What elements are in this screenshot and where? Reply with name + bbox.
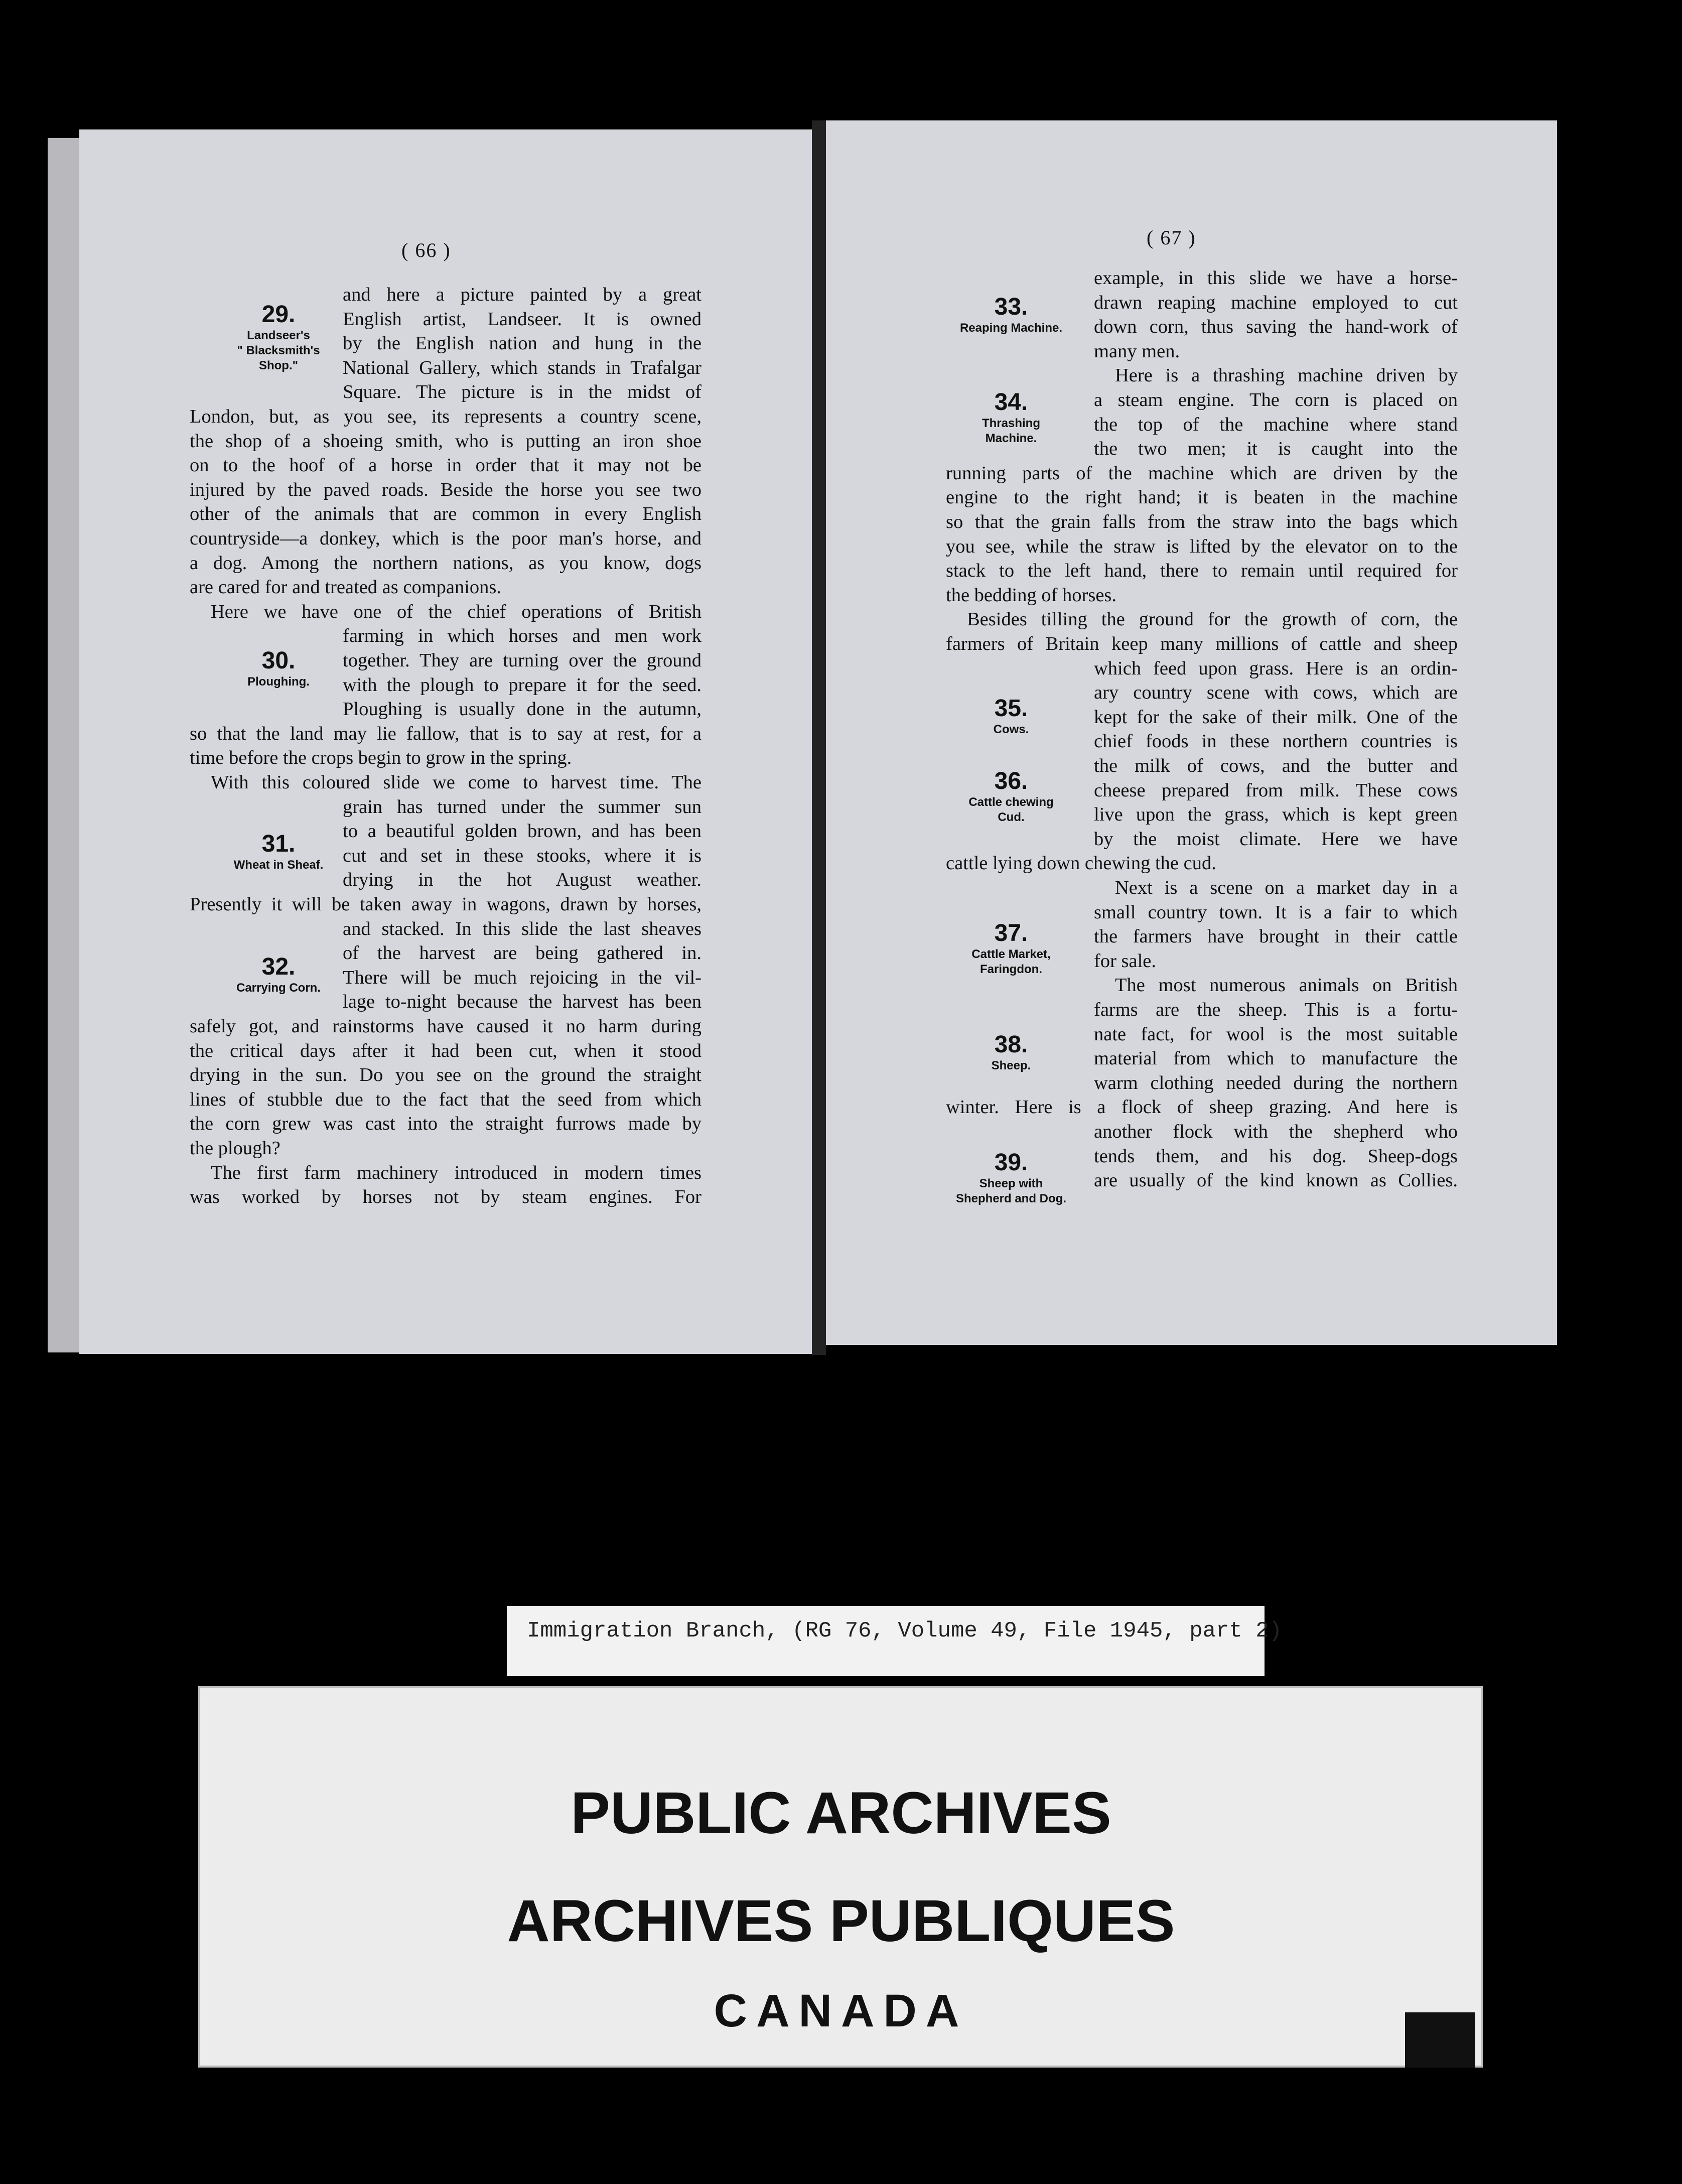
text-line: time before the crops begin to grow in the spring. <box>190 747 572 769</box>
text-line: of the harvest are being gathered in. <box>343 942 702 964</box>
text-line: material from which to manufacture the <box>1094 1048 1458 1069</box>
text-line: There will be much rejoicing in the vil- <box>343 967 702 988</box>
text-line: the farmers have brought in their cattle <box>1094 926 1458 947</box>
text-line: with the plough to prepare it for the seed. <box>343 674 702 696</box>
archive-country: CANADA <box>714 1985 968 2036</box>
text-line: injured by the paved roads. Beside the horse you see two <box>190 479 702 500</box>
margin-heading <box>943 695 1079 737</box>
slide-number: 33. <box>994 294 1028 320</box>
text-line: the shop of a shoeing smith, who is putting an iron shoe <box>190 430 702 452</box>
text-line: a steam engine. The corn is placed on <box>1094 389 1458 411</box>
text-line: farms are the sheep. This is a fortu- <box>1094 999 1458 1020</box>
text-line: by the moist climate. Here we have <box>1094 828 1458 850</box>
margin-heading <box>943 389 1079 446</box>
slide-number: 31. <box>261 831 296 857</box>
text-line: countryside—a donkey, which is the poor man's horse, and <box>190 528 702 549</box>
text-line: drawn reaping machine employed to cut <box>1094 292 1458 313</box>
slide-number: 30. <box>261 647 296 674</box>
text-line: so that the land may lie fallow, that is to say at rest, for a <box>190 723 702 744</box>
text-line: the milk of cows, and the butter and <box>1094 755 1458 776</box>
text-line: engine to the right hand; it is beaten in the machine <box>946 487 1458 508</box>
text-line: the two men; it is caught into the <box>1094 438 1458 460</box>
text-line: running parts of the machine which are driven by the <box>946 462 1458 484</box>
text-line: are cared for and treated as companions. <box>190 577 502 598</box>
slide-caption: Cattle Market, Faringdon. <box>971 947 1051 976</box>
slide-caption: Landseer's " Blacksmith's Shop." <box>237 329 320 372</box>
slide-caption: Thrashing Machine. <box>982 417 1040 445</box>
text-line: for sale. <box>1094 950 1156 972</box>
text-line: London, but, as you see, its represents a country scene, <box>190 406 702 427</box>
text-line: grain has turned under the summer sun <box>343 796 702 817</box>
text-line: you see, while the straw is lifted by the elevator on to the <box>946 535 1458 557</box>
text-line: The first farm machinery introduced in modern times <box>211 1162 702 1183</box>
text-line: National Gallery, which stands in Trafalgar <box>343 357 702 378</box>
text-line: many men. <box>1094 340 1180 362</box>
archive-title-fr: ARCHIVES PUBLIQUES <box>507 1888 1175 1954</box>
margin-heading <box>211 647 346 690</box>
slide-number: 35. <box>994 695 1028 722</box>
text-line: the top of the machine where stand <box>1094 414 1458 435</box>
archive-reference: Immigration Branch, (RG 76, Volume 49, File 1945, part 2) <box>527 1618 1283 1644</box>
text-line: lines of stubble due to the fact that the seed from which <box>190 1088 702 1110</box>
text-line: are usually of the kind known as Collies. <box>1094 1170 1458 1191</box>
slide-caption: Ploughing. <box>247 675 310 689</box>
text-line: farming in which horses and men work <box>343 625 702 647</box>
text-line: cheese prepared from milk. These cows <box>1094 779 1458 801</box>
text-line: lage to-night because the harvest has been <box>343 991 702 1013</box>
slide-caption: Wheat in Sheaf. <box>233 858 324 872</box>
text-line: a dog. Among the northern nations, as you know, dogs <box>190 552 702 574</box>
slide-caption: Sheep. <box>991 1059 1031 1072</box>
text-line: the bedding of horses. <box>946 584 1117 606</box>
slide-number: 37. <box>994 920 1028 946</box>
slide-caption: Cattle chewing Cud. <box>968 795 1054 824</box>
slide-caption: Sheep with Shepherd and Dog. <box>955 1177 1066 1205</box>
text-line: other of the animals that are common in every English <box>190 503 702 525</box>
text-line: drying in the hot August weather. <box>343 869 702 891</box>
text-line: nate fact, for wool is the most suitable <box>1094 1023 1458 1045</box>
text-line: kept for the sake of their milk. One of the <box>1094 706 1458 728</box>
slide-number: 38. <box>994 1031 1028 1058</box>
text-line: on to the hoof of a horse in order that it may not be <box>190 455 702 476</box>
text-line: another flock with the shepherd who <box>1094 1121 1458 1142</box>
slide-number: 32. <box>261 953 296 980</box>
slide-caption: Carrying Corn. <box>236 981 321 995</box>
text-line: cattle lying down chewing the cud. <box>946 853 1216 874</box>
book-edge <box>48 138 83 1352</box>
text-line: the plough? <box>190 1138 281 1159</box>
text-line: down corn, thus saving the hand-work of <box>1094 316 1458 338</box>
text-line: farmers of Britain keep many millions of cattle and sheep <box>946 633 1458 654</box>
slide-number: 36. <box>994 768 1028 794</box>
text-line: stack to the left hand, there to remain until required for <box>946 560 1458 582</box>
text-line: Next is a scene on a market day in a <box>1115 877 1458 898</box>
text-line: and stacked. In this slide the last sheaves <box>343 918 702 939</box>
text-line: Ploughing is usually done in the autumn, <box>343 699 702 720</box>
slide-caption: Cows. <box>993 723 1029 736</box>
text-line: safely got, and rainstorms have caused it no harm during <box>190 1016 702 1037</box>
text-line: English artist, Landseer. It is owned <box>343 308 702 330</box>
text-line: so that the grain falls from the straw into the bags which <box>946 511 1458 532</box>
text-line: With this coloured slide we come to harvest time. The <box>211 772 702 793</box>
slide-number: 39. <box>994 1149 1028 1176</box>
text-line: the critical days after it had been cut, when it stood <box>190 1040 702 1061</box>
dark-patch <box>1405 2012 1475 2068</box>
text-line: the corn grew was cast into the straight furrows made by <box>190 1113 702 1135</box>
margin-heading <box>943 1149 1079 1206</box>
text-line: chief foods in these northern countries is <box>1094 731 1458 752</box>
text-line: and here a picture painted by a great <box>343 284 702 305</box>
text-line: which feed upon grass. Here is an ordin- <box>1094 657 1458 679</box>
margin-heading <box>943 768 1079 825</box>
book-gutter <box>812 120 826 1355</box>
margin-heading <box>211 953 346 996</box>
margin-heading <box>943 294 1079 336</box>
text-line: together. They are turning over the ground <box>343 650 702 671</box>
text-line: drying in the sun. Do you see on the ground the straight <box>190 1064 702 1086</box>
margin-heading <box>211 831 346 873</box>
margin-heading <box>943 1031 1079 1073</box>
slide-number: 29. <box>261 301 296 328</box>
slide-number: 34. <box>994 389 1028 416</box>
margin-heading <box>943 920 1079 977</box>
text-line: ary country scene with cows, which are <box>1094 682 1458 704</box>
text-line: Square. The picture is in the midst of <box>343 381 702 403</box>
text-line: Besides tilling the ground for the growth of corn, the <box>967 609 1458 630</box>
text-line: The most numerous animals on British <box>1115 975 1458 996</box>
text-line: small country town. It is a fair to which <box>1094 901 1458 923</box>
archive-title-en: PUBLIC ARCHIVES <box>571 1780 1111 1846</box>
text-line: Here is a thrashing machine driven by <box>1115 365 1458 386</box>
text-line: example, in this slide we have a horse- <box>1094 267 1458 289</box>
left-page-number: ( 66 ) <box>401 239 451 261</box>
text-line: winter. Here is a flock of sheep grazing. And here is <box>946 1097 1458 1118</box>
text-line: cut and set in these stooks, where it is <box>343 845 702 866</box>
text-line: tends them, and his dog. Sheep-dogs <box>1094 1145 1458 1167</box>
text-line: live upon the grass, which is kept green <box>1094 804 1458 826</box>
text-line: to a beautiful golden brown, and has been <box>343 821 702 842</box>
text-line: Presently it will be taken away in wagons, drawn by horses, <box>190 894 702 915</box>
right-page-number: ( 67 ) <box>1147 226 1196 249</box>
slide-caption: Reaping Machine. <box>959 321 1063 335</box>
text-line: warm clothing needed during the northern <box>1094 1072 1458 1094</box>
text-line: Here we have one of the chief operations of British <box>211 601 702 622</box>
margin-heading <box>211 301 346 373</box>
text-line: was worked by horses not by steam engines. For <box>190 1186 702 1208</box>
text-line: by the English nation and hung in the <box>343 333 702 354</box>
